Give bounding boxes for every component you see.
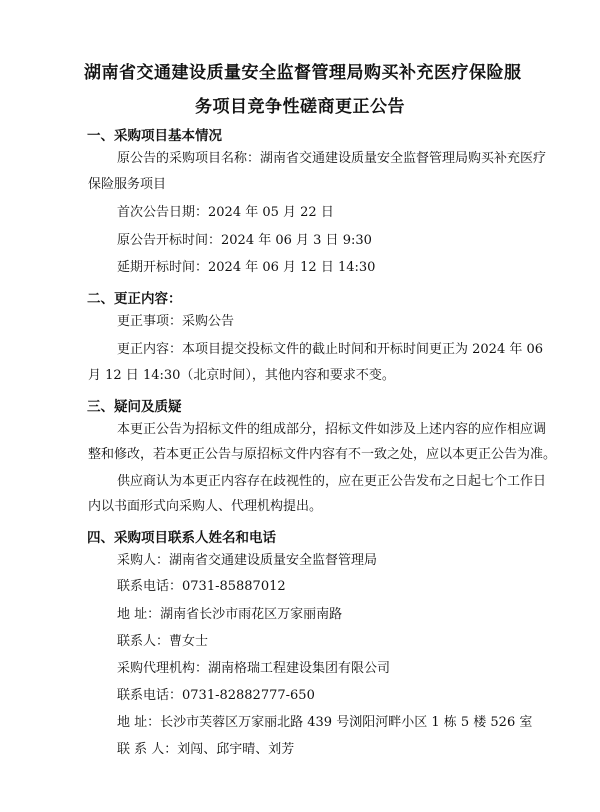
correction-content-line-2: 月 12 日 14:30（北京时间），其他内容和要求不变。 xyxy=(88,368,395,383)
section-heading-basic-info: 一、采购项目基本情况 xyxy=(87,128,222,144)
correction-matter: 更正事项：采购公告 xyxy=(117,314,235,329)
inquiry-paragraph-1-line-1: 本更正公告为招标文件的组成部分，招标文件如涉及上述内容的应作相应调 xyxy=(117,422,547,437)
original-project-name-line-2: 保险服务项目 xyxy=(88,177,167,192)
purchaser-address: 地 址：湖南省长沙市雨花区万家丽南路 xyxy=(117,607,343,622)
first-announcement-date: 首次公告日期：2024 年 05 月 22 日 xyxy=(117,205,334,220)
inquiry-paragraph-2-line-2: 内以书面形式向采购人、代理机构提出。 xyxy=(88,499,323,514)
document-title-line-1: 湖南省交通建设质量安全监督管理局购买补充医疗保险服 xyxy=(84,63,522,83)
extended-opening-time: 延期开标时间：2024 年 06 月 12 日 14:30 xyxy=(117,260,376,275)
original-project-name-line-1: 原公告的采购项目名称：湖南省交通建设质量安全监督管理局购买补充医疗 xyxy=(117,151,547,166)
section-heading-contacts: 四、采购项目联系人姓名和电话 xyxy=(87,530,276,546)
purchaser-phone: 联系电话：0731-85887012 xyxy=(117,579,286,594)
inquiry-paragraph-2-line-1: 供应商认为本更正内容存在歧视性的，应在更正公告发布之日起七个工作日 xyxy=(117,474,547,489)
agency-address: 地 址：长沙市芙蓉区万家丽北路 439 号浏阳河畔小区 1 栋 5 楼 526 室 xyxy=(117,715,533,730)
purchaser-name: 采购人：湖南省交通建设质量安全监督管理局 xyxy=(117,553,378,568)
agency-contact-persons: 联 系 人：刘闯、邱宇晴、刘芳 xyxy=(117,742,295,757)
original-opening-time: 原公告开标时间：2024 年 06 月 3 日 9:30 xyxy=(117,233,372,248)
correction-content-line-1: 更正内容：本项目提交投标文件的截止时间和开标时间更正为 2024 年 06 xyxy=(117,342,544,357)
agency-name: 采购代理机构：湖南格瑞工程建设集团有限公司 xyxy=(117,661,391,676)
inquiry-paragraph-1-line-2: 整和修改，若本更正公告与原招标文件内容有不一致之处，应以本更正公告为准。 xyxy=(88,447,557,462)
section-heading-correction: 二、更正内容： xyxy=(87,291,182,307)
purchaser-contact-person: 联系人：曹女士 xyxy=(117,634,209,649)
agency-phone: 联系电话：0731-82882777-650 xyxy=(117,688,315,703)
section-heading-inquiries: 三、疑问及质疑 xyxy=(87,399,182,415)
document-title-line-2: 务项目竞争性磋商更正公告 xyxy=(195,97,405,117)
